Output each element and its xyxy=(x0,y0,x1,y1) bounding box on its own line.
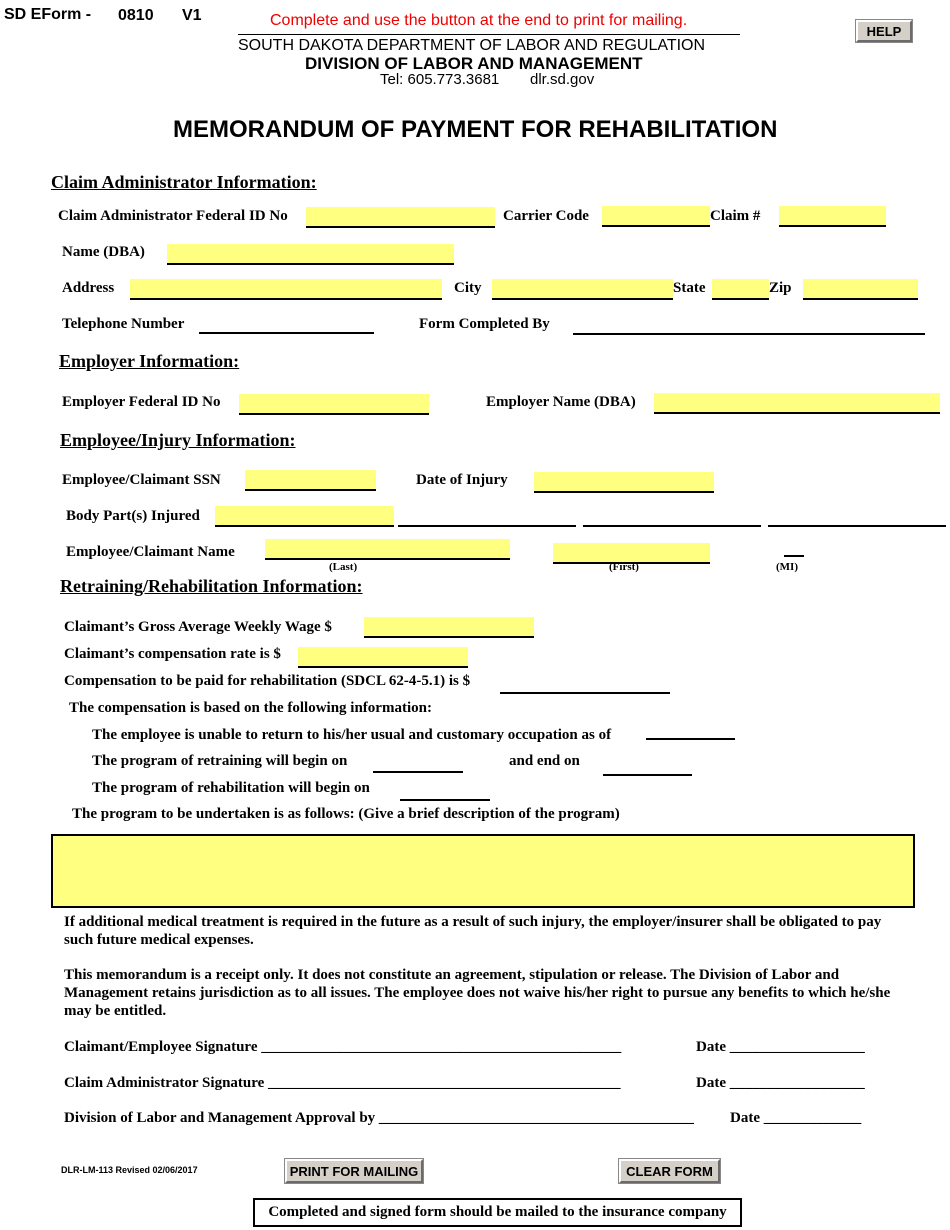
claimant-signature: Claimant/Employee Signature ________________________________________________ xyxy=(64,1039,622,1055)
mailing-note-box xyxy=(253,1198,742,1227)
last-name-caption: (Last) xyxy=(329,561,358,573)
comp-rate-input[interactable] xyxy=(298,647,468,668)
unable-return-line[interactable] xyxy=(646,738,735,740)
carrier-code-input[interactable] xyxy=(602,206,710,227)
first-name-caption: (First) xyxy=(609,561,639,573)
ssn-input[interactable] xyxy=(245,470,376,491)
claim-number-input[interactable] xyxy=(779,206,886,227)
unable-return-label: The employee is unable to return to his/her usual and customary occupation as of xyxy=(92,727,612,743)
claim-admin-fed-id-input[interactable] xyxy=(306,207,495,228)
comp-rate-label: Claimant’s compensation rate is $ xyxy=(64,646,281,662)
website: dlr.sd.gov xyxy=(530,71,595,88)
help-button[interactable]: HELP xyxy=(856,20,912,42)
last-name-input[interactable] xyxy=(265,539,510,560)
middle-initial-line[interactable] xyxy=(784,555,804,557)
completed-by-label: Form Completed By xyxy=(419,316,550,332)
division-name: DIVISION OF LABOR AND MANAGEMENT xyxy=(305,54,643,73)
body-part-line-4[interactable] xyxy=(768,525,946,527)
based-on-label: The compensation is based on the following information: xyxy=(69,700,432,716)
state-input[interactable] xyxy=(712,279,769,300)
claim-number-label: Claim # xyxy=(710,208,761,224)
instruction-text: Complete and use the button at the end to print for mailing. xyxy=(270,12,688,29)
division-approval: Division of Labor and Management Approval by __________________________________________ xyxy=(64,1110,694,1126)
employer-name-input[interactable] xyxy=(654,393,940,414)
retrain-begin-line[interactable] xyxy=(373,771,463,773)
name-dba-input[interactable] xyxy=(167,244,454,265)
date-of-injury-input[interactable] xyxy=(534,472,714,493)
department-name: SOUTH DAKOTA DEPARTMENT OF LABOR AND REGULATION xyxy=(238,37,706,54)
admin-signature: Claim Administrator Signature _______________________________________________ xyxy=(64,1075,621,1091)
division-approval-date: Date _____________ xyxy=(730,1110,862,1126)
header-rule xyxy=(238,34,740,35)
rehab-begin-line[interactable] xyxy=(400,799,490,801)
middle-initial-caption: (MI) xyxy=(776,561,798,573)
receipt-note: This memorandum is a receipt only. It does not constitute an agreement, stipulation or release. The Division of Labor and Management retains jurisdiction as to all issues. The employee does not waive his/her right to pursue any benefits to which he/she may be entitled. xyxy=(64,967,891,1019)
zip-input[interactable] xyxy=(803,279,918,300)
page-title: MEMORANDUM OF PAYMENT FOR REHABILITATION xyxy=(173,116,778,143)
claimant-name-label: Employee/Claimant Name xyxy=(66,544,235,560)
address-input[interactable] xyxy=(130,279,442,300)
program-label: The program to be undertaken is as follows: (Give a brief description of the program) xyxy=(72,806,620,822)
city-input[interactable] xyxy=(492,279,673,300)
employer-name-label: Employer Name (DBA) xyxy=(486,394,636,410)
print-button[interactable]: PRINT FOR MAILING xyxy=(285,1159,423,1183)
section-claim-admin: Claim Administrator Information: xyxy=(51,172,317,192)
name-dba-label: Name (DBA) xyxy=(62,244,145,260)
medical-note: If additional medical treatment is required in the future as a result of such injury, the employer/insurer shall be obligated to pay such future medical expenses. xyxy=(64,914,882,948)
retrain-end-label: and end on xyxy=(509,753,580,769)
rehab-begin-label: The program of rehabilitation will begin on xyxy=(92,780,370,796)
employer-fed-id-label: Employer Federal ID No xyxy=(62,394,221,410)
telephone: Tel: 605.773.3681 xyxy=(380,71,500,88)
city-label: City xyxy=(454,280,482,296)
mailing-note: Completed and signed form should be mailed to the insurance company xyxy=(268,1204,727,1220)
body-part-input-1[interactable] xyxy=(215,506,394,527)
body-part-line-3[interactable] xyxy=(583,525,761,527)
state-label: State xyxy=(673,280,706,296)
program-description-input[interactable] xyxy=(51,834,915,908)
telephone-label: Telephone Number xyxy=(62,316,185,332)
ssn-label: Employee/Claimant SSN xyxy=(62,472,221,488)
form-id: SD EForm - xyxy=(4,6,92,23)
zip-label: Zip xyxy=(769,280,792,296)
employer-fed-id-input[interactable] xyxy=(239,394,429,415)
revision-text: DLR-LM-113 Revised 02/06/2017 xyxy=(61,1165,198,1175)
address-label: Address xyxy=(62,280,115,296)
form-version: V1 xyxy=(182,7,202,24)
rehab-comp-line[interactable] xyxy=(500,692,670,694)
retrain-begin-label: The program of retraining will begin on xyxy=(92,753,348,769)
telephone-line[interactable] xyxy=(199,332,374,334)
claim-admin-fed-id-label: Claim Administrator Federal ID No xyxy=(58,208,288,224)
admin-signature-date: Date __________________ xyxy=(696,1075,865,1091)
retrain-end-line[interactable] xyxy=(603,774,692,776)
carrier-code-label: Carrier Code xyxy=(503,208,589,224)
body-parts-label: Body Part(s) Injured xyxy=(66,508,200,524)
section-rehab: Retraining/Rehabilitation Information: xyxy=(60,576,363,596)
completed-by-line[interactable] xyxy=(573,333,925,335)
body-part-line-2[interactable] xyxy=(398,525,576,527)
date-of-injury-label: Date of Injury xyxy=(416,472,508,488)
weekly-wage-label: Claimant’s Gross Average Weekly Wage $ xyxy=(64,619,332,635)
clear-form-button[interactable]: CLEAR FORM xyxy=(619,1159,720,1183)
section-employee: Employee/Injury Information: xyxy=(60,430,296,450)
section-employer: Employer Information: xyxy=(59,351,240,371)
claimant-signature-date: Date __________________ xyxy=(696,1039,865,1055)
form-number: 0810 xyxy=(118,7,154,24)
rehab-comp-label: Compensation to be paid for rehabilitation (SDCL 62-4-5.1) is $ xyxy=(64,673,471,689)
weekly-wage-input[interactable] xyxy=(364,617,534,638)
